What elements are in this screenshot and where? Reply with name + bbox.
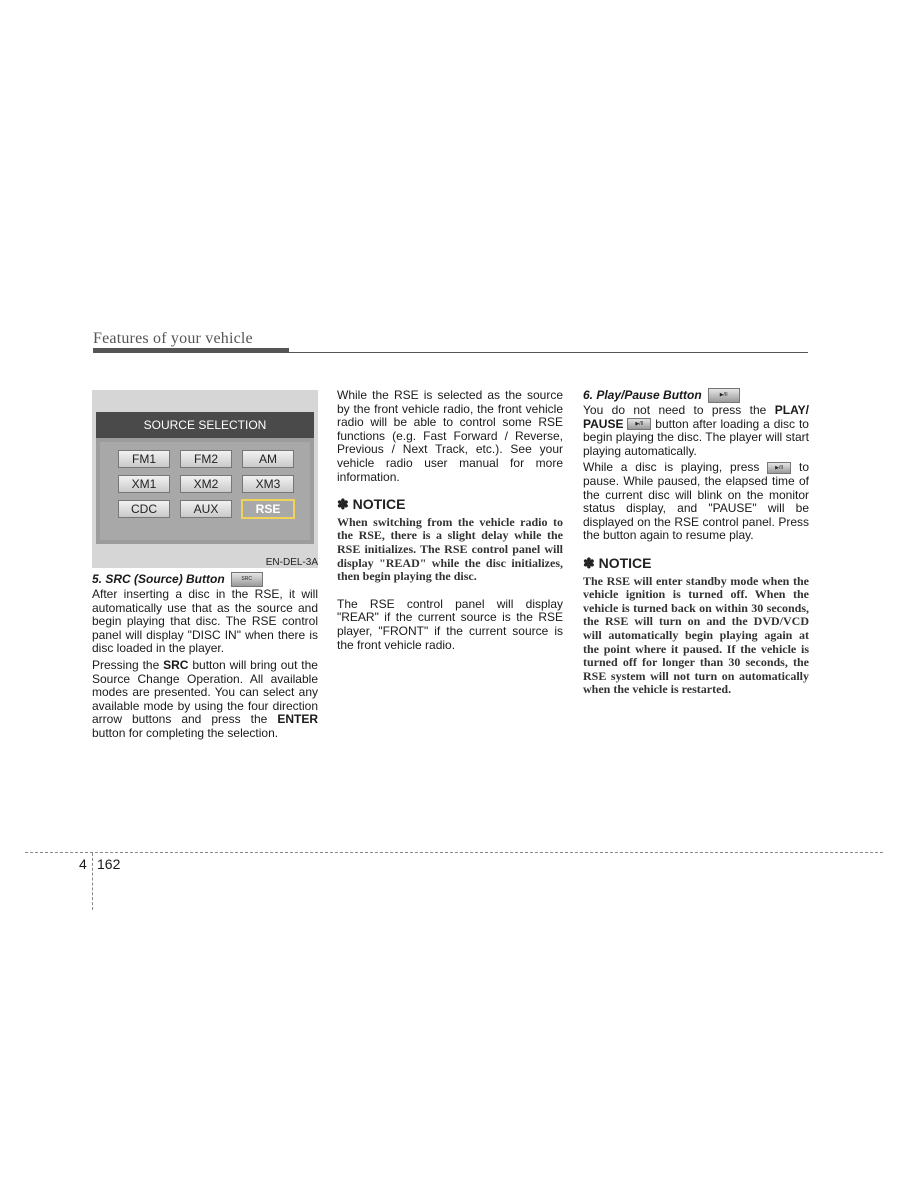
- option-xm2: XM2: [180, 475, 232, 493]
- option-xm3: XM3: [242, 475, 294, 493]
- screen-title: SOURCE SELECTION: [96, 412, 314, 438]
- play-paragraph-2: While a disc is playing, press ▶/II to pause. While paused, the elapsed time of the current disc will blink on the monitor status display, and "PAUSE" will be displayed on the RSE control panel. Press the button again to resume play.: [583, 460, 809, 543]
- figure-caption: EN-DEL-3A: [265, 557, 318, 568]
- option-rse-selected: RSE: [241, 499, 295, 519]
- footer-vertical-divider: [92, 853, 93, 910]
- notice-heading-1: ✽ NOTICE: [337, 496, 406, 513]
- play-heading-text: 6. Play/Pause Button: [583, 387, 702, 402]
- src-heading-text: 5. SRC (Source) Button: [92, 571, 225, 586]
- header-rule: [93, 352, 808, 353]
- page-header-title: Features of your vehicle: [93, 330, 253, 347]
- play-pause-inline-icon-2: ▶/II: [767, 462, 791, 474]
- source-selection-screen: [96, 412, 314, 544]
- option-aux: AUX: [180, 500, 232, 518]
- column-right: [583, 388, 809, 697]
- src-bold: SRC: [163, 657, 189, 672]
- play-pause-button-icon: ▶/II: [708, 388, 740, 403]
- notice-body-2: The RSE will enter standby mode when the vehicle ignition is turned off. When the vehicle is turned back on within 30 seconds, the RSE will turn on and the DVD/VCD will automatically begin playing again at the point where it paused. If the vehicle is turned off for longer than 30 seconds, the RSE system will not turn on automatically when the vehicle is restarted.: [583, 573, 809, 697]
- page-number: 162: [97, 856, 121, 872]
- column-left: [92, 572, 318, 741]
- rse-front-radio-paragraph: While the RSE is selected as the source by the front vehicle radio, the front vehicle radio will be able to control some RSE functions (e.g. Fast Forward / Reverse, Previous / Next Track, etc.). See your vehicle radio user manual for more information.: [337, 388, 563, 484]
- play-pause-bold: PLAY/ PAUSE: [583, 403, 809, 431]
- rear-front-paragraph: The RSE control panel will display "REAR" if the current source is the RSE player, "FRONT" if the current source is the front vehicle radio.: [337, 596, 563, 652]
- source-options-grid: [100, 442, 310, 540]
- src-button-icon: SRC: [231, 572, 263, 587]
- src-paragraph-1: After inserting a disc in the RSE, it will automatically use that as the source and begin playing that disc. The RSE control panel will display "DISC IN" when there is disc loaded in the player.: [92, 587, 318, 656]
- play-pause-inline-icon: ▶/II: [627, 418, 651, 430]
- chapter-number: 4: [79, 856, 87, 872]
- option-cdc: CDC: [118, 500, 170, 518]
- src-paragraph-2: Pressing the SRC button will bring out the Source Change Operation. All available modes are presented. You can select any available mode by using the four direction arrow buttons and press the ENTER button for completing the selection.: [92, 657, 318, 740]
- notice-heading-2: ✽ NOTICE: [583, 554, 652, 571]
- option-fm2: FM2: [180, 450, 232, 468]
- option-xm1: XM1: [118, 475, 170, 493]
- column-middle: [337, 389, 563, 652]
- footer-divider: [25, 852, 883, 853]
- src-section-heading: [92, 572, 318, 587]
- source-selection-figure: [92, 390, 318, 568]
- play-section-heading: [583, 388, 809, 403]
- play-paragraph-1: You do not need to press the PLAY/ PAUSE ▶/II button after loading a disc to begin playing the disc. The player will start playing automatically.: [583, 403, 809, 458]
- option-am: AM: [242, 450, 294, 468]
- enter-bold: ENTER: [277, 712, 318, 727]
- notice-body-1: When switching from the vehicle radio to the RSE, there is a slight delay while the RSE initializes. The RSE control panel will display "READ" while the disc initializes, then begin playing the disc.: [337, 514, 563, 584]
- option-fm1: FM1: [118, 450, 170, 468]
